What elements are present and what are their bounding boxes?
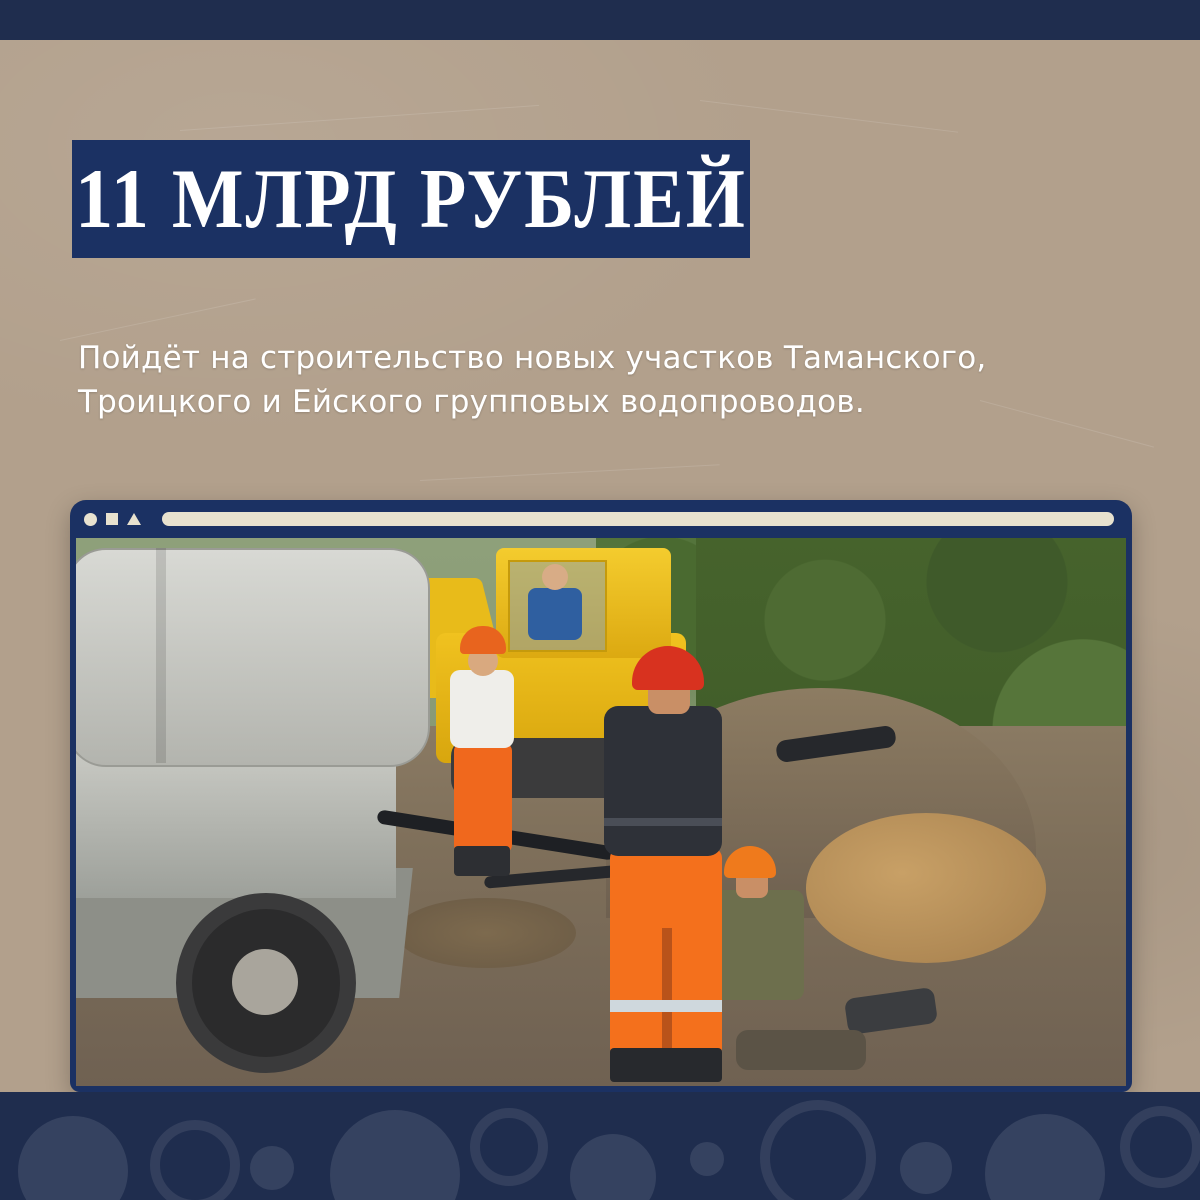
window-titlebar <box>70 500 1132 538</box>
photo-worker-center-leg-gap <box>662 928 672 1058</box>
photo-puddle <box>396 898 576 968</box>
photo-worker-left-boots <box>454 846 510 876</box>
photo-truck-body <box>76 748 396 898</box>
photo-worker-center-belt <box>604 818 722 826</box>
construction-photo <box>76 538 1126 1086</box>
square-control-icon[interactable] <box>106 513 118 525</box>
photo-worker-center-torso <box>604 706 722 856</box>
headline-plate <box>72 140 750 258</box>
triangle-control-icon[interactable] <box>127 513 141 525</box>
browser-window-mock <box>70 500 1132 1092</box>
photo-water-tank <box>76 548 430 767</box>
address-bar[interactable] <box>162 512 1114 526</box>
photo-excavator-operator-body <box>528 588 582 640</box>
photo-worker-left-torso <box>450 670 514 748</box>
photo-worker-pit-torso <box>712 890 804 1000</box>
bottom-navy-band <box>0 1092 1200 1200</box>
photo-worker-center-boots <box>610 1048 722 1082</box>
photo-excavator-operator-head <box>542 564 568 590</box>
photo-rock-two <box>736 1030 866 1070</box>
circle-control-icon[interactable] <box>84 513 97 526</box>
photo-worker-center-reflective-stripe <box>610 1000 722 1012</box>
photo-truck-wheel <box>176 893 356 1073</box>
subtitle-text: Пойдёт на строительство новых участков Таманского, Троицкого и Ейского групповых водопроводов. <box>78 340 987 421</box>
photo-worker-left-legs <box>454 743 512 853</box>
page-title: 11 МЛРД РУБЛЕЙ <box>75 151 747 247</box>
photo-muddy-water <box>806 813 1046 963</box>
photo-tank-band <box>156 548 166 763</box>
